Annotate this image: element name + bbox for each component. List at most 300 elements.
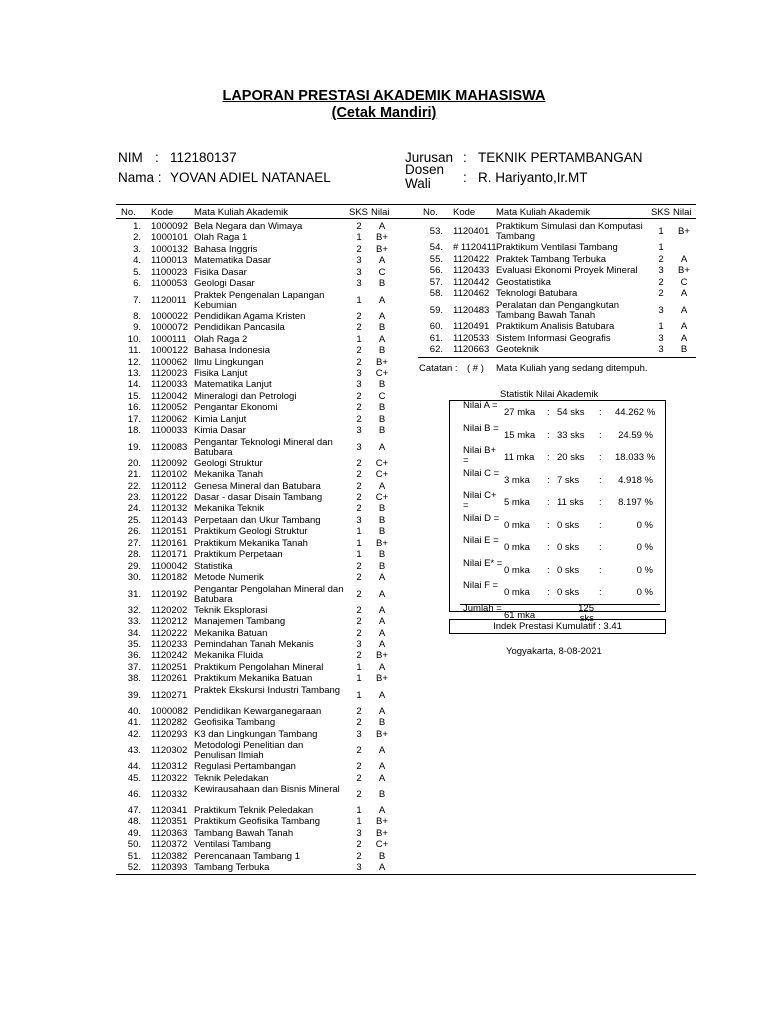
row-number: 61. [429,332,443,344]
course-code: 1100053 [151,278,188,290]
course-code: 1120312 [151,761,188,773]
right-header-nilai: Nilai [673,207,692,218]
stats-label: Nilai E = [463,535,499,546]
table-row [121,686,391,707]
course-code: 1120433 [453,265,490,277]
stats-mka: 0 mka [504,542,530,553]
row-number: 14. [127,379,141,391]
nim-sep: : [155,150,159,165]
row-number: 28. [127,549,141,561]
course-code: 1120261 [151,673,188,685]
course-sks: 2 [356,503,362,515]
course-name: Fisika Lanjut [194,367,248,379]
course-sks: 1 [356,537,362,549]
course-code: 1120083 [151,441,188,453]
course-code: 1120462 [453,288,490,300]
course-grade: A [378,480,386,492]
course-name: Praktikum Simulasi dan Komputasi Tambang [496,221,643,242]
course-sks: 1 [356,673,362,685]
course-name: Mekanika Teknik [194,503,265,515]
course-name: Dasar - dasar Disain Tambang [194,492,323,503]
row-number: 55. [429,253,443,265]
stats-mka: 0 mka [504,564,530,576]
course-sks: 3 [356,638,362,650]
stats-row [449,581,664,604]
stats-sks: 20 sks [557,452,585,463]
row-number: 9. [133,322,141,334]
course-code: 1120282 [151,717,188,729]
course-code: 1120401 [453,226,490,237]
table-row [121,785,391,806]
table-row [121,470,391,481]
course-name: Teknologi Batubara [496,288,578,300]
right-header-sks: SKS [651,207,671,218]
stats-pct: 8.197 % [618,497,653,508]
course-name: Mekanika Fluida [194,650,264,662]
course-grade: B [378,379,386,391]
course-sks: 2 [356,469,362,481]
stats-pct: 0 % [636,587,653,598]
row-number: 52. [127,862,141,874]
course-sks: 2 [356,839,362,851]
course-name: Praktikum Geologi Struktur [194,526,308,538]
stats-separator: : [599,474,602,486]
course-name: Perencanaan Tambang 1 [194,850,300,862]
course-name: Praktikum Ventilasi Tambang [496,242,618,253]
stats-row [449,514,664,537]
course-name: Matematika Dasar [194,255,272,267]
course-code: 1000111 [151,333,187,345]
stats-separator: : [547,587,550,598]
stats-sks: 11 sks [557,497,584,508]
course-code: 1120363 [151,827,188,839]
course-code: 1100033 [151,425,188,437]
header-rule-top [116,204,696,205]
row-number: 24. [127,503,141,515]
course-code: 1120132 [151,503,188,515]
course-name: Praktikum Mekanika Tanah [194,537,308,549]
course-sks: 2 [356,772,362,784]
course-sks: 2 [356,310,362,322]
stats-row [449,536,664,559]
stats-separator: : [599,519,602,531]
course-code: 1120393 [151,862,188,874]
stats-label: Nilai F = [463,580,499,591]
course-code: 1120293 [151,728,188,740]
row-number: 58. [429,288,443,300]
stats-row [449,446,664,469]
course-grade: B+ [376,537,388,549]
stats-separator: : [547,452,550,463]
row-number: 43. [127,745,141,757]
course-sks: 3 [658,344,664,356]
row-number: 54. [429,242,443,253]
course-code: 1000122 [151,345,188,357]
row-number: 31. [127,588,141,600]
course-name: Mineralogi dan Petrologi [194,390,297,402]
course-sks: 2 [356,345,362,357]
course-grade: B+ [376,243,388,255]
course-name: Pemindahan Tanah Mekanis [194,638,314,650]
course-grade: A [378,761,386,773]
course-name: Bela Negara dan Wimaya [194,221,303,232]
row-number: 13. [127,367,141,379]
row-number: 19. [127,441,141,453]
course-name: Praktek Tambang Terbuka [496,253,607,265]
table-row [121,550,391,561]
row-number: 30. [127,572,141,584]
course-sks: 3 [658,265,664,277]
course-code: 1120663 [453,344,490,356]
stats-label: Jumlah = [463,602,502,614]
nama-value: YOVAN ADIEL NATANAEL [170,170,331,185]
course-grade: B [378,322,386,334]
course-sks: 3 [356,266,362,278]
dosen-sep: : [463,170,467,185]
left-header-kode: Kode [151,207,174,218]
row-number: 15. [127,390,141,402]
course-code: 1120271 [151,689,188,701]
row-number: 29. [127,560,141,572]
course-grade: B+ [376,650,388,662]
course-grade: B [378,345,386,357]
course-grade: B+ [376,232,388,244]
course-name: Geologi Dasar [194,278,255,290]
course-sks: 1 [356,661,362,673]
course-name: Geologi Struktur [194,457,263,469]
stats-label: Nilai C+ = [463,490,497,511]
stats-sks: 7 sks [557,474,580,486]
course-name: Statistika [194,560,233,572]
course-code: 1120151 [151,526,188,538]
table-row [121,863,391,874]
row-number: 11. [128,345,141,357]
row-number: 53. [429,226,443,237]
left-header-nilai: Nilai [371,207,390,218]
course-name: Olah Raga 2 [194,333,248,345]
course-sks: 1 [356,549,362,561]
row-number: 10. [127,333,141,345]
stats-total-rule [460,604,660,605]
row-number: 34. [127,627,141,639]
course-name: Praktek Pengenalan Lapangan Kebumian [194,289,325,311]
course-name: Kimia Dasar [194,425,246,437]
note-text: Mata Kuliah yang sedang ditempuh. [496,363,648,374]
left-header-sks: SKS [349,207,369,218]
course-code: 1120351 [151,816,188,828]
row-number: 33. [127,616,141,628]
jurusan-label: Jurusan [405,150,454,165]
course-name: Geofisika Tambang [194,717,276,729]
course-name: Bahasa Indonesia [194,345,271,357]
course-grade: B+ [678,226,690,237]
course-grade: B [378,425,386,437]
course-grade: A [378,221,386,232]
course-name: Teknik Peledakan [194,772,269,784]
course-code: 1120382 [151,850,188,862]
course-code: 1120422 [453,253,490,265]
course-grade: B [378,549,386,561]
course-code: 1120442 [453,276,490,288]
course-code: 1120161 [151,537,188,549]
row-number: 36. [127,650,141,662]
stats-mka: 27 mka [504,407,536,418]
stats-mka: 5 mka [504,497,530,508]
stats-sks: 0 sks [557,542,580,553]
stats-pct: 24.59 % [618,429,653,441]
row-number: 5. [133,266,141,278]
course-sks: 2 [356,705,362,717]
table-row [423,243,693,255]
stats-pct: 0 % [636,519,653,531]
stats-row [449,424,664,447]
course-sks: 1 [356,816,362,828]
course-sks: 1 [356,689,362,701]
stats-label: Nilai C = [463,467,500,479]
stats-row [449,491,664,514]
course-grade: B [680,344,688,356]
stats-separator: : [547,497,550,508]
stats-pct: 44.262 % [615,407,656,418]
course-name: Geostatistika [496,276,551,288]
course-sks: 2 [356,356,362,368]
course-grade: A [378,772,386,784]
row-number: 50. [127,839,141,851]
course-grade: A [378,661,386,673]
row-number: 25. [127,514,141,526]
row-number: 57. [429,276,443,288]
course-name: Sistem Informasi Geografis [496,332,611,344]
course-sks: 1 [658,226,664,237]
course-sks: 3 [356,425,362,437]
course-code: 1120192 [151,588,188,600]
row-number: 47. [127,805,141,816]
course-sks: 2 [356,480,362,492]
course-sks: 2 [658,288,664,300]
course-grade: B [378,503,386,515]
nim-label: NIM [118,150,143,165]
ipk-box: Indek Prestasi Kumulatif : 3.41 [449,619,666,634]
course-grade: C+ [375,457,389,469]
stats-separator: : [547,519,550,531]
dosen-value: R. Hariyanto,Ir.MT [478,170,588,185]
course-sks: 2 [356,243,362,255]
course-code: 1120033 [151,379,188,391]
course-name: Praktikum Geofisika Tambang [194,816,321,828]
course-sks: 3 [356,728,362,740]
course-sks: 3 [356,514,362,526]
course-sks: 3 [356,367,362,379]
course-code: 1120332 [151,789,188,800]
course-code: 1120112 [151,480,187,492]
row-number: 35. [127,638,141,650]
course-grade: B+ [376,356,388,368]
stats-separator: : [547,564,550,576]
course-name: Kewirausahaan dan Bisnis Mineral [194,784,340,795]
stats-title: Statistik Nilai Akademik [500,389,599,400]
course-sks: 1 [356,232,362,244]
course-name: Praktikum Analisis Batubara [496,321,615,332]
course-grade: B [378,514,386,526]
stats-mka: 0 mka [504,519,530,531]
row-number: 4. [133,255,141,267]
left-header-mk: Mata Kuliah Akademik [194,207,288,218]
course-grade: C [680,276,688,288]
row-number: 1. [133,221,141,232]
stats-label: Nilai B+ = [463,445,496,466]
table-row [121,718,391,729]
course-sks: 1 [356,526,362,538]
course-name: Olah Raga 1 [194,232,248,244]
course-sks: 2 [356,457,362,469]
row-number: 21. [127,469,141,481]
course-sks: 2 [356,413,362,425]
course-sks: 2 [356,492,362,503]
right-header-no: No. [423,207,438,218]
course-name: Pendidikan Pancasila [194,322,285,334]
course-name: Geoteknik [496,344,539,356]
row-number: 60. [429,321,443,332]
course-grade: C+ [375,367,389,379]
course-sks: 1 [356,294,362,306]
course-sks: 2 [356,560,362,572]
course-grade: A [680,253,688,265]
course-code: 1120062 [151,413,188,425]
note-label: Catatan : [419,363,458,374]
course-grade: A [680,288,688,300]
course-name: Genesa Mineral dan Batubara [194,480,321,492]
course-code: 1100023 [151,266,188,278]
course-grade: B [378,717,386,729]
course-sks: 2 [356,221,362,232]
course-code: 1120242 [151,650,188,662]
row-number: 49. [127,827,141,839]
course-sks: 3 [356,255,362,267]
course-name: Matematika Lanjut [194,379,272,391]
course-grade: A [378,294,386,306]
stats-row [449,401,664,424]
table-row [121,438,391,459]
course-grade: A [378,604,386,616]
row-number: 27. [127,537,141,549]
row-number: 39. [127,689,141,701]
course-code: 1120251 [151,661,188,673]
stats-separator: : [599,587,602,598]
course-sks: 2 [356,761,362,773]
course-name: Praktikum Perpetaan [194,549,283,561]
table-row [121,573,391,584]
course-grade: B+ [376,827,388,839]
course-code: 1120222 [151,627,188,639]
stats-row [449,559,664,582]
course-grade: A [378,572,386,584]
course-sks: 2 [356,616,362,628]
course-code: 1120202 [151,604,188,616]
row-number: 46. [127,789,141,800]
stats-mka: 0 mka [504,587,530,598]
course-grade: A [378,627,386,639]
course-name: Perpetaan dan Ukur Tambang [194,514,321,526]
course-name: Metode Numerik [194,572,264,584]
row-number: 7. [133,294,141,306]
row-number: 38. [127,673,141,685]
course-sks: 2 [356,789,362,800]
course-grade: C+ [375,839,389,851]
row-number: 22. [127,480,141,492]
stats-separator: : [547,542,550,553]
course-sks: 2 [356,627,362,639]
row-number: 26. [127,526,141,538]
course-code: 1000101 [151,232,188,244]
nama-label: Nama : [118,170,162,185]
right-table-bottom-rule [418,357,696,358]
row-number: 20. [127,457,141,469]
course-grade: A [680,332,688,344]
note-mark: ( # ) [467,363,484,374]
course-grade: C [378,266,386,278]
course-code: 1120233 [151,638,188,650]
course-sks: 3 [658,332,664,344]
course-sks: 2 [658,276,664,288]
course-name: Tambang Bawah Tanah [194,827,294,839]
row-number: 3. [133,243,141,255]
stats-sks: 54 sks [557,407,585,418]
course-name: Pendidikan Kewarganegaraan [194,705,322,717]
table-row [121,426,391,437]
course-code: 1120341 [151,805,188,816]
row-number: 18. [127,425,141,437]
stats-label: Nilai B = [463,422,499,434]
stats-separator: : [547,429,550,441]
course-sks: 1 [356,333,362,345]
course-code: 1120491 [453,321,490,332]
table-row [423,322,693,334]
course-code: 1120102 [151,469,188,481]
course-sks: 2 [356,745,362,757]
course-sks: 2 [356,604,362,616]
row-number: 56. [429,265,443,277]
course-grade: C+ [375,469,389,481]
stats-separator: : [599,564,602,576]
course-sks: 1 [658,321,664,332]
row-number: 44. [127,761,141,773]
course-grade: A [378,745,386,757]
course-name: Metodologi Penelitian dan Penulisan Ilmiah [194,740,304,762]
table-row [121,279,391,290]
stats-sks: 0 sks [557,519,580,531]
course-name: Ilmu Lingkungan [194,356,264,368]
course-name: Fisika Dasar [194,266,247,278]
table-row [121,323,391,334]
stats-separator: : [599,452,602,463]
stats-mka: 15 mka [504,429,536,441]
stats-pct: 4.918 % [618,474,653,486]
course-grade: B [378,526,386,538]
course-name: Mekanika Batuan [194,627,268,639]
course-code: 1120182 [151,572,188,584]
course-code: 1120122 [151,492,188,503]
stats-pct: 0 % [636,542,653,553]
row-number: 2. [133,232,141,244]
course-sks: 2 [356,850,362,862]
jurusan-sep: : [463,150,467,165]
table-row [121,291,391,312]
nim-value: 112180137 [170,150,237,165]
row-number: 17. [127,413,141,425]
course-grade: A [378,805,386,816]
course-sks: 1 [356,805,362,816]
course-code: 1120171 [151,549,188,561]
